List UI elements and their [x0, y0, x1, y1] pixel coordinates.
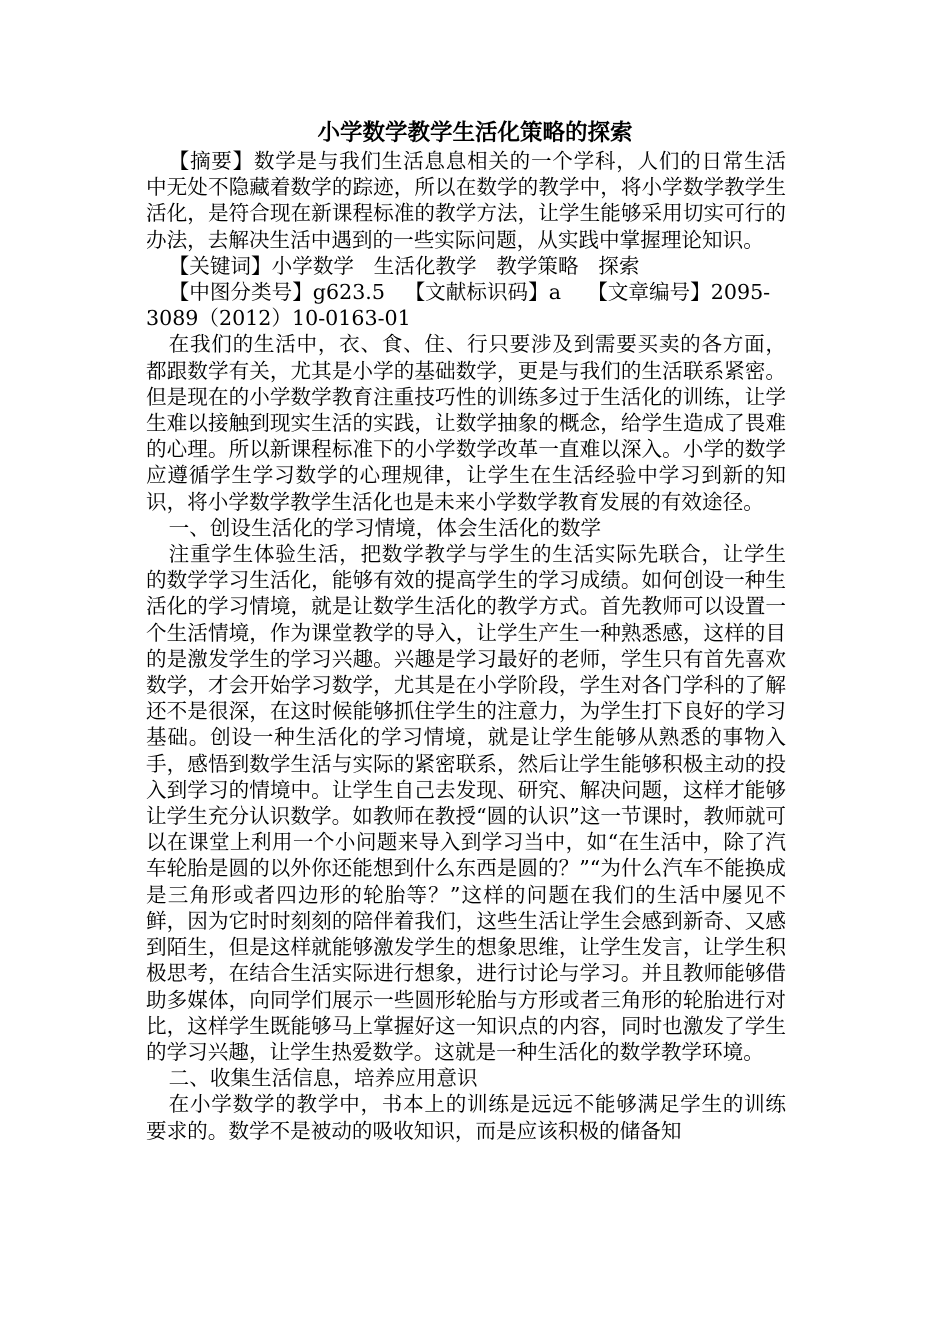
section-1-paragraph: 注重学生体验生活，把数学教学与学生的生活实际先联合，让学生的数学学习生活化，能够有效的提高学生的学习成绩。如何创设一种生活化的学习情境，就是让数学生活化的教学方式。首先教师可以设置一个生活情境，作为课堂教学的导入，让学生产生一种熟悉感，这样的目的是激发学生的学习兴趣。兴趣是学习最好的老师，学生只有首先喜欢数学，才会开始学习数学，尤其是在小学阶段，学生对各门学科的了解还不是很深，在这时候能够抓住学生的注意力，为学生打下良好的学习基础。创设一种生活化的学习情境，就是让学生能够从熟悉的事物入手，感悟到数学生活与实际的紧密联系，然后让学生能够积极主动的投入到学习的情境中。让学生自己去发现、研究、解决问题，这样才能够让学生充分认识数学。如教师在教授“圆的认识”这一节课时，教师就可以在课堂上利用一个小问题来导入到学习当中，如“在生活中，除了汽车轮胎是圆的以外你还能想到什么东西是圆的？”“为什么汽车不能换成是三角形或者四边形的轮胎等？”这样的问题在我们的生活中屡见不鲜，因为它时时刻刻的陪伴着我们，这些生活让学生会感到新奇、又感到陌生，但是这样就能够激发学生的想象思维，让学生发言，让学生积极思考，在结合生活实际进行想象，进行讨论与学习。并且教师能够借助多媒体，向同学们展示一些圆形轮胎与方形或者三角形的轮胎进行对比，这样学生既能够马上掌握好这一知识点的内容，同时也激发了学生的学习兴趣，让学生热爱数学。这就是一种生活化的数学教学环境。: [146, 542, 786, 1064]
keywords-line: 【关键词】小学数学 生活化教学 教学策略 探索: [168, 253, 640, 278]
document-page: [146, 118, 786, 1144]
intro-paragraph: 在我们的生活中，衣、食、住、行只要涉及到需要买卖的各方面，都跟数学有关，尤其是小学的基础数学，更是与我们的生活联系紧密。但是现在的小学数学教育注重技巧性的训练多过于生活化的训练，让学生难以接触到现实生活的实践，让数学抽象的概念，给学生造成了畏难的心理。所以新课程标准下的小学数学改革一直难以深入。小学的数学应遵循学生学习数学的心理规律，让学生在生活经验中学习到新的知识，将小学数学教学生活化也是未来小学数学教育发展的有效途径。: [146, 332, 786, 514]
classification-line: 【中图分类号】g623.5 【文献标识码】a 【文章编号】2095-3089（2012）10-0163-01: [146, 280, 771, 331]
section-1-heading: 一、创设生活化的学习情境，体会生活化的数学: [168, 515, 602, 540]
section-2-paragraph: 在小学数学的教学中，书本上的训练是远远不能够满足学生的训练要求的。数学不是被动的吸收知识，而是应该积极的储备知: [146, 1092, 786, 1143]
section-2-heading: 二、收集生活信息，培养应用意识: [168, 1066, 478, 1091]
abstract-paragraph: 【摘要】数学是与我们生活息息相关的一个学科，人们的日常生活中无处不隐藏着数学的踪迹，所以在数学的教学中，将小学数学教学生活化，是符合现在新课程标准的教学方法，让学生能够采用切实可行的办法，去解决生活中遇到的一些实际问题，从实践中掌握理论知识。: [146, 149, 786, 252]
document-title: 小学数学教学生活化策略的探索: [317, 120, 633, 146]
